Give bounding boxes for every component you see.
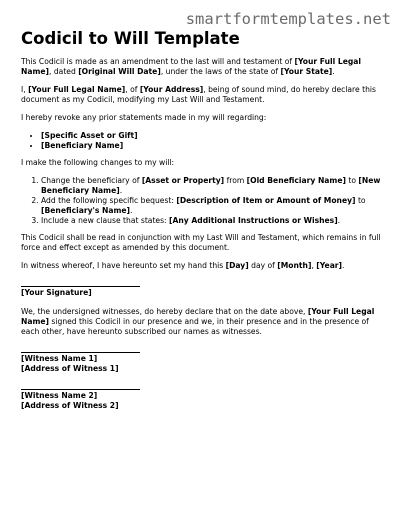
witness-statement-paragraph bbox=[21, 261, 385, 271]
placeholder-new-beneficiary: [New Beneficiary Name] bbox=[41, 176, 381, 195]
change3-text-2: . bbox=[337, 216, 341, 225]
declaration-text-1: I, bbox=[21, 85, 29, 94]
placeholder-beneficiary-name: [Beneficiary Name] bbox=[41, 141, 124, 150]
witness-2-name: [Witness Name 2] bbox=[21, 391, 98, 400]
signature-line bbox=[21, 389, 140, 390]
signature-label: [Your Signature] bbox=[21, 288, 92, 297]
intro-text-4: . bbox=[332, 67, 335, 76]
change2-text-1: Add the following specific bequest: bbox=[41, 196, 177, 205]
witness-1-address: [Address of Witness 1] bbox=[21, 364, 119, 373]
signature-line bbox=[21, 286, 140, 287]
intro-text-3: , under the laws of the state of bbox=[160, 67, 281, 76]
placeholder-additional-instructions: [Any Additional Instructions or Wishes] bbox=[169, 216, 338, 225]
document-page bbox=[21, 29, 385, 420]
revoke-list bbox=[21, 131, 385, 151]
placeholder-old-beneficiary: [Old Beneficiary Name] bbox=[246, 176, 346, 185]
list-item bbox=[41, 216, 385, 226]
witness-statement-text-3: , bbox=[311, 261, 317, 270]
placeholder-item-description: [Description of Item or Amount of Money] bbox=[176, 196, 356, 205]
placeholder-full-legal-name: [Your Full Legal Name] bbox=[21, 307, 375, 326]
change2-text-3: . bbox=[130, 206, 133, 215]
witness-2-address: [Address of Witness 2] bbox=[21, 401, 119, 410]
intro-text-2: , dated bbox=[49, 67, 79, 76]
list-item bbox=[41, 176, 385, 196]
intro-paragraph bbox=[21, 57, 385, 77]
intro-text-1: This Codicil is made as an amendment to the last will and testament of bbox=[21, 57, 295, 66]
declaration-paragraph bbox=[21, 85, 385, 105]
witness-statement-text-1: In witness whereof, I have hereunto set my hand this bbox=[21, 261, 226, 270]
list-item bbox=[41, 196, 385, 216]
change2-text-2: to bbox=[355, 196, 366, 205]
witness-2-signature-block bbox=[21, 389, 385, 411]
watermark-text: smartformtemplates.net bbox=[185, 10, 391, 28]
placeholder-month: [Month] bbox=[277, 261, 312, 270]
witnesses-declaration-text-1: We, the undersigned witnesses, do hereby declare that on the date above, bbox=[21, 307, 308, 316]
placeholder-your-address: [Your Address] bbox=[139, 85, 204, 94]
placeholder-asset-or-property: [Asset or Property] bbox=[141, 176, 225, 185]
placeholder-day: [Day] bbox=[225, 261, 249, 270]
signature-line bbox=[21, 352, 140, 353]
change1-text-2: from bbox=[224, 176, 247, 185]
change1-text-1: Change the beneficiary of bbox=[41, 176, 142, 185]
placeholder-original-will-date: [Original Will Date] bbox=[78, 67, 161, 76]
witness-statement-text-2: day of bbox=[248, 261, 278, 270]
witness-1-name: [Witness Name 1] bbox=[21, 354, 98, 363]
witness-statement-text-4: . bbox=[342, 261, 345, 270]
change1-text-4: . bbox=[119, 186, 123, 195]
revoke-paragraph: I hereby revoke any prior statements made in my will regarding: bbox=[21, 113, 267, 122]
witness-1-signature-block bbox=[21, 352, 385, 374]
changes-list bbox=[21, 176, 385, 226]
list-item bbox=[41, 141, 385, 151]
placeholder-full-legal-name: [Your Full Legal Name] bbox=[28, 85, 126, 94]
declaration-text-2: , of bbox=[125, 85, 140, 94]
witnesses-declaration-text-2: signed this Codicil in our presence and we, in their presence and in the presence of each other, have hereunto subscribed our names as witnesses. bbox=[21, 317, 369, 336]
placeholder-year: [Year] bbox=[316, 261, 343, 270]
placeholder-your-state: [Your State] bbox=[280, 67, 333, 76]
changes-paragraph: I make the following changes to my will: bbox=[21, 158, 175, 167]
change1-text-3: to bbox=[345, 176, 359, 185]
change3-text-1: Include a new clause that states: bbox=[41, 216, 170, 225]
conjunction-paragraph: This Codicil shall be read in conjunction with my Last Will and Testament, which remains in full force and effect except as amended by this document. bbox=[21, 233, 381, 252]
placeholder-specific-asset: [Specific Asset or Gift] bbox=[41, 131, 138, 140]
witnesses-declaration-paragraph bbox=[21, 307, 385, 337]
testator-signature-block bbox=[21, 286, 385, 298]
list-item bbox=[41, 131, 385, 141]
declaration-text-3: , being of sound mind, do hereby declare this document as my Codicil, modifying my Last Will and Testament. bbox=[21, 85, 376, 104]
placeholder-beneficiary-name: [Beneficiary's Name] bbox=[41, 206, 131, 215]
placeholder-full-legal-name: [Your Full Legal Name] bbox=[21, 57, 362, 76]
document-title: Codicil to Will Template bbox=[21, 29, 240, 48]
